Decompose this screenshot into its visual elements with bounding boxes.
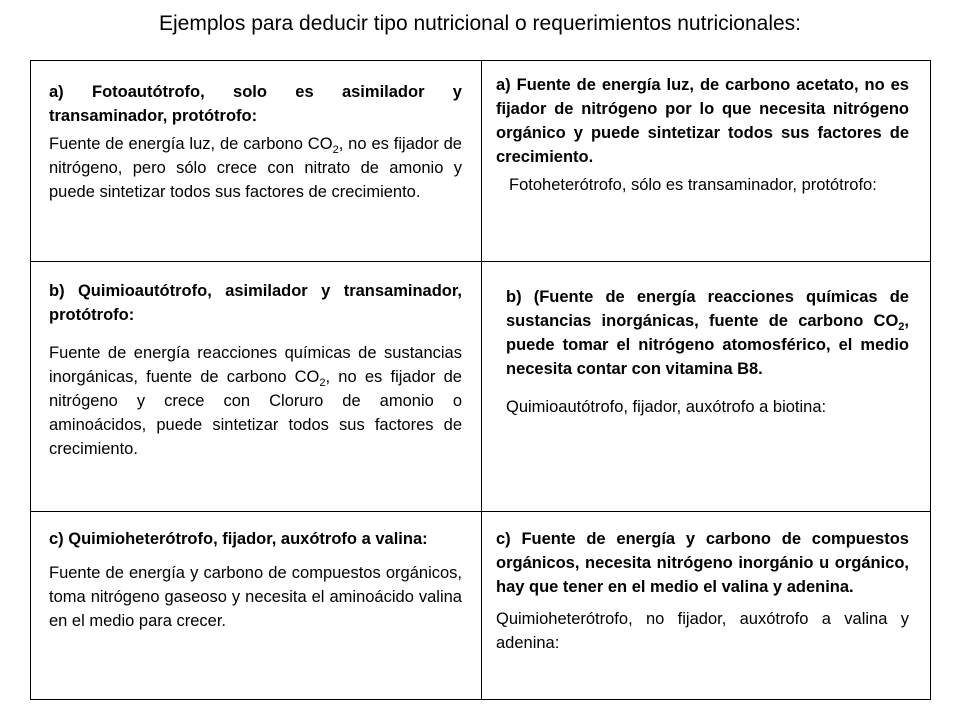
cell-b-left	[49, 279, 462, 461]
cell-b-right	[506, 285, 909, 419]
cell-c-right	[496, 527, 909, 655]
cell-b-right-heading: b) (Fuente de energía reacciones químicas de sustancias inorgánicas, fuente de carbono $CO_2$, puede tomar el nitrógeno atomosférico, el medio necesita contar con vitamina B8.	[506, 288, 909, 378]
cell-c-left	[49, 527, 462, 633]
cell-a-left-body: Fuente de energía luz, de carbono $CO_2$, no es fijador de nitrógeno, pero sólo crece con nitrato de amonio y puede sintetizar todos sus factores de crecimiento.	[49, 135, 462, 201]
cell-a-right-heading: a) Fuente de energía luz, de carbono acetato, no es fijador de nitrógeno por lo que necesita nitrógeno orgánico y puede sintetizar todos sus factores de crecimiento.	[496, 76, 909, 166]
page-title: Ejemplos para deducir tipo nutricional o requerimientos nutricionales:	[158, 12, 801, 35]
cell-b-left-body: Fuente de energía reacciones químicas de sustancias inorgánicas, fuente de carbono $CO_2$, no es fijador de nitrógeno y crece con Cloruro de amonio o aminoácidos, puede sintetizar todos sus factores de crecimiento.	[49, 344, 462, 458]
cell-a-right	[496, 73, 909, 197]
cell-b-right-answer: Quimioautótrofo, fijador, auxótrofo a biotina:	[506, 398, 827, 416]
cell-c-left-heading: c) Quimioheterótrofo, fijador, auxótrofo a valina:	[49, 530, 428, 548]
column-divider	[481, 61, 482, 699]
cell-a-right-answer: Fotoheterótrofo, sólo es transaminador, protótrofo:	[509, 176, 877, 194]
cell-b-left-heading: b) Quimioautótrofo, asimilador y transaminador, protótrofo:	[49, 282, 462, 324]
cell-c-right-answer: Quimioheterótrofo, no fijador, auxótrofo a valina y adenina:	[496, 610, 909, 652]
cell-c-right-heading: c) Fuente de energía y carbono de compuestos orgánicos, necesita nitrógeno inorgánio u orgánico, hay que tener en el medio el valina y adenina.	[496, 530, 909, 596]
cell-a-left	[49, 80, 462, 204]
cell-a-left-heading: a) Fotoautótrofo, solo es asimilador y transaminador, protótrofo:	[49, 83, 462, 125]
cell-c-left-body: Fuente de energía y carbono de compuestos orgánicos, toma nitrógeno gaseoso y necesita el aminoácido valina en el medio para crecer.	[49, 564, 462, 630]
examples-table	[30, 60, 931, 700]
